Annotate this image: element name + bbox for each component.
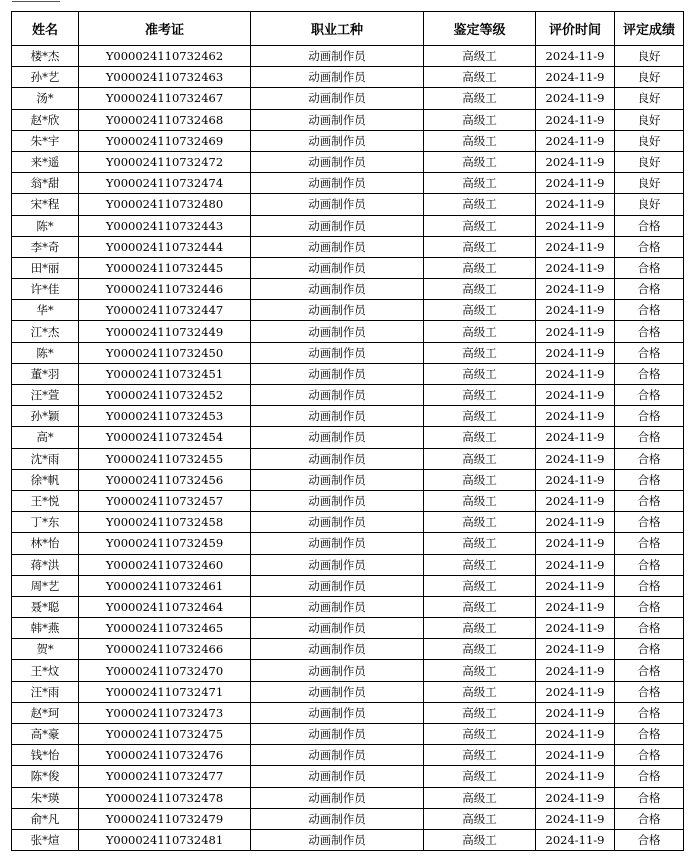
table-row <box>12 385 684 406</box>
cell-date: 2024-11-9 <box>536 321 615 342</box>
table-row <box>12 469 684 490</box>
cell-exam-id: Y000024110732474 <box>79 173 251 194</box>
cell-result: 合格 <box>615 575 684 596</box>
cell-exam-id: Y000024110732447 <box>79 300 251 321</box>
cell-date: 2024-11-9 <box>536 766 615 787</box>
table-row <box>12 660 684 681</box>
cell-occupation: 动画制作员 <box>251 385 424 406</box>
cell-name: 孙*颖 <box>12 406 79 427</box>
cell-result: 合格 <box>615 702 684 723</box>
cell-date: 2024-11-9 <box>536 681 615 702</box>
cell-exam-id: Y000024110732477 <box>79 766 251 787</box>
cell-level: 高级工 <box>424 215 536 236</box>
table-row <box>12 321 684 342</box>
cell-date: 2024-11-9 <box>536 745 615 766</box>
cell-result: 合格 <box>615 512 684 533</box>
cell-level: 高级工 <box>424 533 536 554</box>
cell-result: 合格 <box>615 448 684 469</box>
cell-name: 许*佳 <box>12 279 79 300</box>
table-row <box>12 151 684 172</box>
cell-level: 高级工 <box>424 67 536 88</box>
cell-level: 高级工 <box>424 575 536 596</box>
cell-level: 高级工 <box>424 151 536 172</box>
table-row <box>12 46 684 67</box>
cell-result: 合格 <box>615 257 684 278</box>
cell-occupation: 动画制作员 <box>251 533 424 554</box>
cell-level: 高级工 <box>424 829 536 850</box>
cell-level: 高级工 <box>424 702 536 723</box>
table-row <box>12 194 684 215</box>
table-row <box>12 787 684 808</box>
table-row <box>12 745 684 766</box>
cell-exam-id: Y000024110732443 <box>79 215 251 236</box>
cell-name: 赵*珂 <box>12 702 79 723</box>
cell-result: 合格 <box>615 766 684 787</box>
cell-date: 2024-11-9 <box>536 173 615 194</box>
cell-name: 高* <box>12 427 79 448</box>
cell-date: 2024-11-9 <box>536 236 615 257</box>
cell-exam-id: Y000024110732457 <box>79 490 251 511</box>
table-row <box>12 363 684 384</box>
cell-exam-id: Y000024110732460 <box>79 554 251 575</box>
cell-occupation: 动画制作员 <box>251 46 424 67</box>
table-row <box>12 766 684 787</box>
cell-exam-id: Y000024110732451 <box>79 363 251 384</box>
cell-exam-id: Y000024110732476 <box>79 745 251 766</box>
cell-occupation: 动画制作员 <box>251 342 424 363</box>
cell-date: 2024-11-9 <box>536 533 615 554</box>
cell-level: 高级工 <box>424 257 536 278</box>
cell-result: 合格 <box>615 745 684 766</box>
table-row <box>12 88 684 109</box>
page-top-mark <box>12 0 72 5</box>
cell-name: 王*悦 <box>12 490 79 511</box>
cell-result: 合格 <box>615 618 684 639</box>
table-row <box>12 67 684 88</box>
cell-exam-id: Y000024110732455 <box>79 448 251 469</box>
cell-result: 良好 <box>615 151 684 172</box>
header-exam-id: 准考证 <box>79 12 251 46</box>
cell-exam-id: Y000024110732478 <box>79 787 251 808</box>
cell-level: 高级工 <box>424 469 536 490</box>
cell-date: 2024-11-9 <box>536 215 615 236</box>
cell-level: 高级工 <box>424 300 536 321</box>
cell-result: 合格 <box>615 427 684 448</box>
cell-exam-id: Y000024110732467 <box>79 88 251 109</box>
cell-result: 合格 <box>615 787 684 808</box>
cell-result: 合格 <box>615 236 684 257</box>
cell-date: 2024-11-9 <box>536 829 615 850</box>
table-body <box>12 46 684 851</box>
cell-result: 合格 <box>615 363 684 384</box>
table-row <box>12 554 684 575</box>
cell-exam-id: Y000024110732465 <box>79 618 251 639</box>
cell-exam-id: Y000024110732479 <box>79 808 251 829</box>
cell-level: 高级工 <box>424 490 536 511</box>
table-row <box>12 808 684 829</box>
cell-exam-id: Y000024110732452 <box>79 385 251 406</box>
table-row <box>12 130 684 151</box>
cell-occupation: 动画制作员 <box>251 766 424 787</box>
cell-result: 合格 <box>615 639 684 660</box>
header-occupation: 职业工种 <box>251 12 424 46</box>
cell-date: 2024-11-9 <box>536 88 615 109</box>
cell-date: 2024-11-9 <box>536 279 615 300</box>
cell-level: 高级工 <box>424 681 536 702</box>
cell-exam-id: Y000024110732469 <box>79 130 251 151</box>
table-row <box>12 512 684 533</box>
cell-result: 合格 <box>615 808 684 829</box>
cell-level: 高级工 <box>424 363 536 384</box>
cell-result: 合格 <box>615 215 684 236</box>
cell-exam-id: Y000024110732471 <box>79 681 251 702</box>
cell-exam-id: Y000024110732481 <box>79 829 251 850</box>
cell-occupation: 动画制作员 <box>251 321 424 342</box>
cell-date: 2024-11-9 <box>536 151 615 172</box>
table-row <box>12 575 684 596</box>
cell-exam-id: Y000024110732463 <box>79 67 251 88</box>
header-result: 评定成绩 <box>615 12 684 46</box>
table-row <box>12 681 684 702</box>
cell-occupation: 动画制作员 <box>251 236 424 257</box>
cell-occupation: 动画制作员 <box>251 173 424 194</box>
cell-name: 董*羽 <box>12 363 79 384</box>
cell-name: 林*怡 <box>12 533 79 554</box>
cell-result: 合格 <box>615 342 684 363</box>
table-row <box>12 448 684 469</box>
cell-exam-id: Y000024110732462 <box>79 46 251 67</box>
cell-name: 孙*艺 <box>12 67 79 88</box>
cell-exam-id: Y000024110732454 <box>79 427 251 448</box>
table-header-row <box>12 12 684 46</box>
cell-result: 合格 <box>615 321 684 342</box>
cell-name: 张*煊 <box>12 829 79 850</box>
cell-level: 高级工 <box>424 342 536 363</box>
cell-date: 2024-11-9 <box>536 469 615 490</box>
cell-name: 沈*雨 <box>12 448 79 469</box>
table-row <box>12 300 684 321</box>
cell-level: 高级工 <box>424 130 536 151</box>
table-row <box>12 533 684 554</box>
cell-date: 2024-11-9 <box>536 490 615 511</box>
cell-date: 2024-11-9 <box>536 575 615 596</box>
cell-occupation: 动画制作员 <box>251 448 424 469</box>
cell-date: 2024-11-9 <box>536 342 615 363</box>
cell-name: 朱*瑛 <box>12 787 79 808</box>
cell-occupation: 动画制作员 <box>251 512 424 533</box>
cell-level: 高级工 <box>424 766 536 787</box>
cell-exam-id: Y000024110732464 <box>79 596 251 617</box>
results-table <box>11 11 684 851</box>
cell-date: 2024-11-9 <box>536 300 615 321</box>
cell-exam-id: Y000024110732456 <box>79 469 251 490</box>
cell-occupation: 动画制作员 <box>251 639 424 660</box>
cell-level: 高级工 <box>424 236 536 257</box>
cell-name: 江*杰 <box>12 321 79 342</box>
cell-exam-id: Y000024110732444 <box>79 236 251 257</box>
cell-name: 钱*怡 <box>12 745 79 766</box>
cell-name: 赵*欣 <box>12 109 79 130</box>
cell-level: 高级工 <box>424 194 536 215</box>
cell-date: 2024-11-9 <box>536 46 615 67</box>
header-name: 姓名 <box>12 12 79 46</box>
cell-level: 高级工 <box>424 787 536 808</box>
cell-level: 高级工 <box>424 618 536 639</box>
cell-level: 高级工 <box>424 46 536 67</box>
cell-date: 2024-11-9 <box>536 787 615 808</box>
cell-occupation: 动画制作员 <box>251 702 424 723</box>
cell-occupation: 动画制作员 <box>251 660 424 681</box>
cell-occupation: 动画制作员 <box>251 406 424 427</box>
cell-result: 良好 <box>615 88 684 109</box>
cell-date: 2024-11-9 <box>536 109 615 130</box>
cell-result: 合格 <box>615 406 684 427</box>
cell-result: 合格 <box>615 660 684 681</box>
cell-name: 宋*程 <box>12 194 79 215</box>
cell-occupation: 动画制作员 <box>251 681 424 702</box>
cell-exam-id: Y000024110732480 <box>79 194 251 215</box>
cell-date: 2024-11-9 <box>536 808 615 829</box>
cell-exam-id: Y000024110732472 <box>79 151 251 172</box>
cell-result: 良好 <box>615 130 684 151</box>
cell-result: 良好 <box>615 46 684 67</box>
cell-exam-id: Y000024110732470 <box>79 660 251 681</box>
table-row <box>12 279 684 300</box>
cell-name: 韩*燕 <box>12 618 79 639</box>
cell-date: 2024-11-9 <box>536 702 615 723</box>
table-row <box>12 490 684 511</box>
cell-occupation: 动画制作员 <box>251 808 424 829</box>
cell-exam-id: Y000024110732453 <box>79 406 251 427</box>
cell-date: 2024-11-9 <box>536 67 615 88</box>
table-row <box>12 257 684 278</box>
cell-occupation: 动画制作员 <box>251 363 424 384</box>
cell-name: 李*奇 <box>12 236 79 257</box>
cell-exam-id: Y000024110732450 <box>79 342 251 363</box>
cell-exam-id: Y000024110732458 <box>79 512 251 533</box>
cell-result: 合格 <box>615 533 684 554</box>
cell-occupation: 动画制作员 <box>251 490 424 511</box>
cell-result: 良好 <box>615 67 684 88</box>
table-row <box>12 639 684 660</box>
cell-level: 高级工 <box>424 554 536 575</box>
cell-level: 高级工 <box>424 109 536 130</box>
cell-exam-id: Y000024110732446 <box>79 279 251 300</box>
table-row <box>12 427 684 448</box>
table-row <box>12 618 684 639</box>
cell-date: 2024-11-9 <box>536 660 615 681</box>
cell-date: 2024-11-9 <box>536 406 615 427</box>
cell-date: 2024-11-9 <box>536 427 615 448</box>
cell-name: 汪*萱 <box>12 385 79 406</box>
cell-occupation: 动画制作员 <box>251 469 424 490</box>
cell-result: 合格 <box>615 469 684 490</box>
cell-name: 田*丽 <box>12 257 79 278</box>
cell-name: 朱*宇 <box>12 130 79 151</box>
table-row <box>12 236 684 257</box>
cell-name: 俞*凡 <box>12 808 79 829</box>
cell-result: 合格 <box>615 681 684 702</box>
cell-occupation: 动画制作员 <box>251 151 424 172</box>
table-row <box>12 215 684 236</box>
cell-exam-id: Y000024110732461 <box>79 575 251 596</box>
table-row <box>12 109 684 130</box>
cell-name: 楼*杰 <box>12 46 79 67</box>
cell-occupation: 动画制作员 <box>251 575 424 596</box>
cell-level: 高级工 <box>424 385 536 406</box>
cell-level: 高级工 <box>424 173 536 194</box>
cell-exam-id: Y000024110732459 <box>79 533 251 554</box>
cell-name: 徐*帆 <box>12 469 79 490</box>
cell-exam-id: Y000024110732475 <box>79 724 251 745</box>
cell-date: 2024-11-9 <box>536 618 615 639</box>
cell-occupation: 动画制作员 <box>251 618 424 639</box>
cell-name: 贺* <box>12 639 79 660</box>
cell-date: 2024-11-9 <box>536 257 615 278</box>
header-level: 鉴定等级 <box>424 12 536 46</box>
cell-result: 良好 <box>615 194 684 215</box>
cell-date: 2024-11-9 <box>536 724 615 745</box>
cell-level: 高级工 <box>424 639 536 660</box>
cell-occupation: 动画制作员 <box>251 67 424 88</box>
cell-date: 2024-11-9 <box>536 512 615 533</box>
header-date: 评价时间 <box>536 12 615 46</box>
table-row <box>12 406 684 427</box>
cell-date: 2024-11-9 <box>536 639 615 660</box>
cell-level: 高级工 <box>424 448 536 469</box>
table-row <box>12 829 684 850</box>
table-row <box>12 342 684 363</box>
cell-date: 2024-11-9 <box>536 194 615 215</box>
cell-level: 高级工 <box>424 660 536 681</box>
cell-occupation: 动画制作员 <box>251 88 424 109</box>
cell-exam-id: Y000024110732445 <box>79 257 251 278</box>
cell-occupation: 动画制作员 <box>251 109 424 130</box>
cell-name: 汤* <box>12 88 79 109</box>
cell-name: 丁*东 <box>12 512 79 533</box>
cell-date: 2024-11-9 <box>536 596 615 617</box>
cell-result: 合格 <box>615 724 684 745</box>
cell-exam-id: Y000024110732468 <box>79 109 251 130</box>
table-row <box>12 724 684 745</box>
cell-occupation: 动画制作员 <box>251 745 424 766</box>
cell-result: 良好 <box>615 173 684 194</box>
cell-name: 王*炆 <box>12 660 79 681</box>
cell-name: 聂*聪 <box>12 596 79 617</box>
cell-name: 陈* <box>12 342 79 363</box>
cell-name: 周*艺 <box>12 575 79 596</box>
cell-occupation: 动画制作员 <box>251 300 424 321</box>
cell-result: 合格 <box>615 829 684 850</box>
cell-occupation: 动画制作员 <box>251 554 424 575</box>
cell-occupation: 动画制作员 <box>251 215 424 236</box>
cell-result: 合格 <box>615 279 684 300</box>
cell-level: 高级工 <box>424 88 536 109</box>
cell-name: 陈* <box>12 215 79 236</box>
cell-name: 高*豪 <box>12 724 79 745</box>
cell-level: 高级工 <box>424 724 536 745</box>
cell-occupation: 动画制作员 <box>251 130 424 151</box>
cell-occupation: 动画制作员 <box>251 194 424 215</box>
cell-exam-id: Y000024110732473 <box>79 702 251 723</box>
cell-level: 高级工 <box>424 745 536 766</box>
cell-level: 高级工 <box>424 427 536 448</box>
cell-date: 2024-11-9 <box>536 363 615 384</box>
cell-level: 高级工 <box>424 512 536 533</box>
cell-date: 2024-11-9 <box>536 554 615 575</box>
cell-name: 翁*甜 <box>12 173 79 194</box>
cell-level: 高级工 <box>424 808 536 829</box>
cell-result: 合格 <box>615 554 684 575</box>
cell-occupation: 动画制作员 <box>251 787 424 808</box>
cell-occupation: 动画制作员 <box>251 427 424 448</box>
cell-level: 高级工 <box>424 596 536 617</box>
cell-name: 蒋*洪 <box>12 554 79 575</box>
cell-name: 陈*俊 <box>12 766 79 787</box>
cell-occupation: 动画制作员 <box>251 829 424 850</box>
cell-exam-id: Y000024110732466 <box>79 639 251 660</box>
cell-date: 2024-11-9 <box>536 130 615 151</box>
cell-occupation: 动画制作员 <box>251 257 424 278</box>
cell-level: 高级工 <box>424 321 536 342</box>
cell-result: 合格 <box>615 300 684 321</box>
cell-date: 2024-11-9 <box>536 448 615 469</box>
cell-occupation: 动画制作员 <box>251 724 424 745</box>
cell-result: 合格 <box>615 490 684 511</box>
cell-exam-id: Y000024110732449 <box>79 321 251 342</box>
cell-result: 合格 <box>615 385 684 406</box>
table-row <box>12 173 684 194</box>
table-row <box>12 596 684 617</box>
table-row <box>12 702 684 723</box>
cell-result: 合格 <box>615 596 684 617</box>
cell-date: 2024-11-9 <box>536 385 615 406</box>
cell-name: 汪*雨 <box>12 681 79 702</box>
cell-level: 高级工 <box>424 279 536 300</box>
cell-occupation: 动画制作员 <box>251 596 424 617</box>
cell-occupation: 动画制作员 <box>251 279 424 300</box>
cell-level: 高级工 <box>424 406 536 427</box>
cell-name: 华* <box>12 300 79 321</box>
cell-name: 来*遥 <box>12 151 79 172</box>
cell-result: 良好 <box>615 109 684 130</box>
